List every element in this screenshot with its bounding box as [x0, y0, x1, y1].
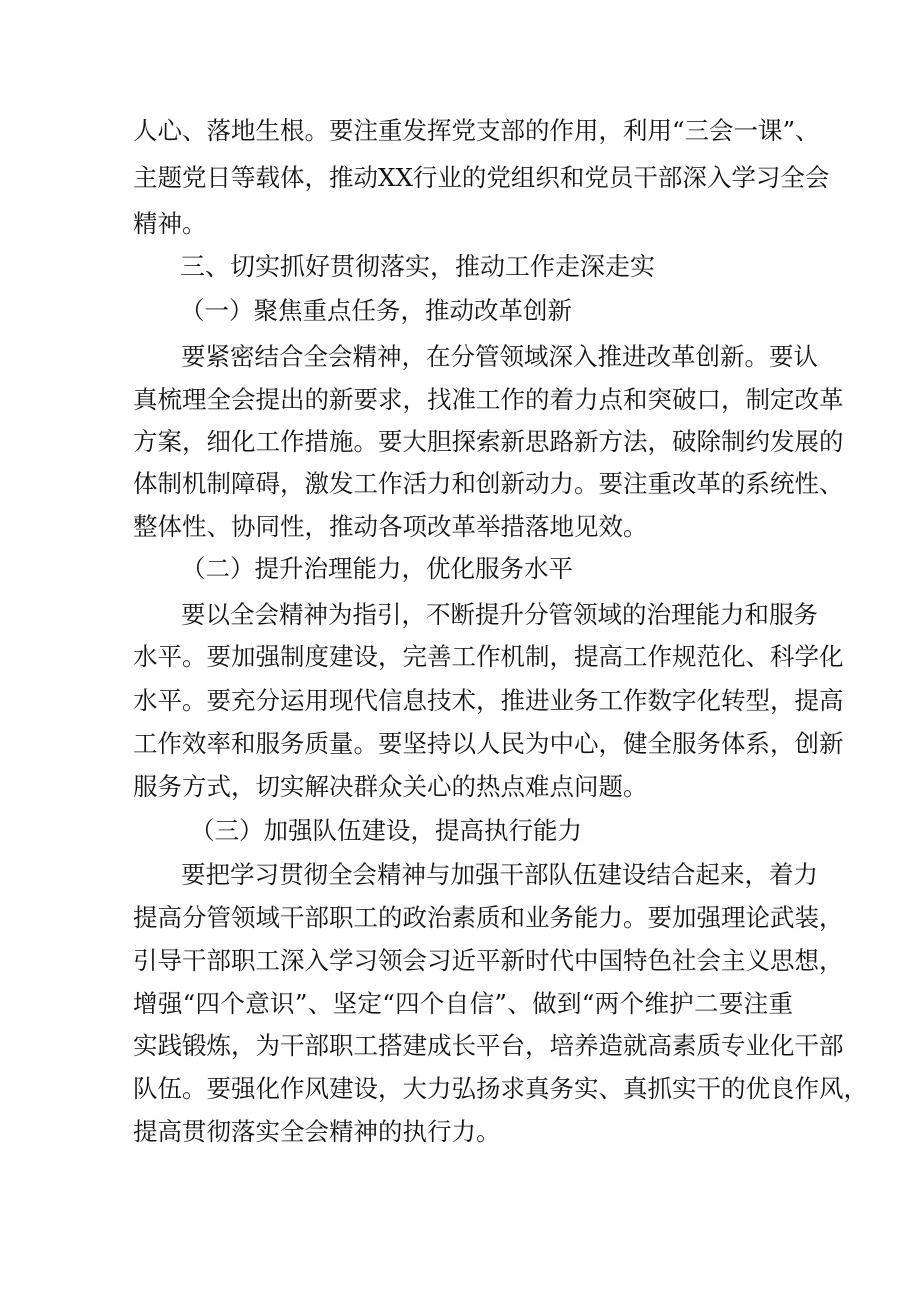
subsection-2-line-4: 工作效率和服务质量。要坚持以人民为中心，健全服务体系，创新 — [133, 729, 844, 758]
subsection-1-line-4: 体制机制障碍，激发工作活力和创新动力。要注重改革的系统性、 — [133, 469, 844, 498]
subsection-3-line-3: 引导干部职工深入学习领会习近平新时代中国特色社会主义思想， — [133, 946, 844, 975]
subsection-3-heading: （三）加强队伍建设，提高执行能力 — [190, 816, 582, 845]
section-heading: 三、切实抓好贯彻落实，推动工作走深走实 — [180, 252, 656, 281]
subsection-3-line-5: 实践锻炼，为干部职工搭建成长平台，培养造就高素质专业化干部 — [133, 1031, 844, 1060]
subsection-3-line-2: 提高分管领域干部职工的政治素质和业务能力。要加强理论武装， — [133, 903, 844, 932]
intro-line-2: 主题党日等载体，推动XX行业的党组织和党员干部深入学习全会 — [133, 163, 830, 192]
subsection-2-heading: （二）提升治理能力，优化服务水平 — [181, 554, 573, 583]
subsection-2-line-5: 服务方式，切实解决群众关心的热点难点问题。 — [133, 772, 648, 801]
subsection-2-line-3: 水平。要充分运用现代信息技术，推进业务工作数字化转型，提高 — [133, 686, 844, 715]
subsection-3-line-6: 队伍。要强化作风建设，大力弘扬求真务实、真抓实干的优良作风， — [133, 1074, 868, 1103]
subsection-3-line-4: 增强“四个意识”、坚定“四个自信”、做到“两个维护二要注重 — [133, 989, 793, 1018]
subsection-1-line-1: 要紧密结合全会精神，在分管领域深入推进改革创新。要认 — [181, 342, 818, 371]
subsection-1-line-5: 整体性、协同性，推动各项改革举措落地见效。 — [133, 512, 648, 541]
subsection-3-line-7: 提高贯彻落实全会精神的执行力。 — [133, 1117, 501, 1146]
subsection-2-line-2: 水平。要加强制度建设，完善工作机制，提高工作规范化、科学化 — [133, 642, 844, 671]
subsection-3-line-1: 要把学习贯彻全会精神与加强干部队伍建设结合起来，着力 — [181, 860, 818, 889]
subsection-1-heading: （一）聚焦重点任务，推动改革创新 — [180, 296, 572, 325]
subsection-2-line-1: 要以全会精神为指引，不断提升分管领域的治理能力和服务 — [181, 600, 818, 629]
subsection-1-line-2: 真梳理全会提出的新要求，找准工作的着力点和突破口，制定改革 — [133, 385, 844, 414]
intro-line-3: 精神。 — [133, 209, 207, 238]
subsection-1-line-3: 方案，细化工作措施。要大胆探索新思路新方法，破除制约发展的 — [133, 427, 844, 456]
intro-line-1: 人心、落地生根。要注重发挥党支部的作用，利用“三会一课”、 — [133, 116, 820, 145]
